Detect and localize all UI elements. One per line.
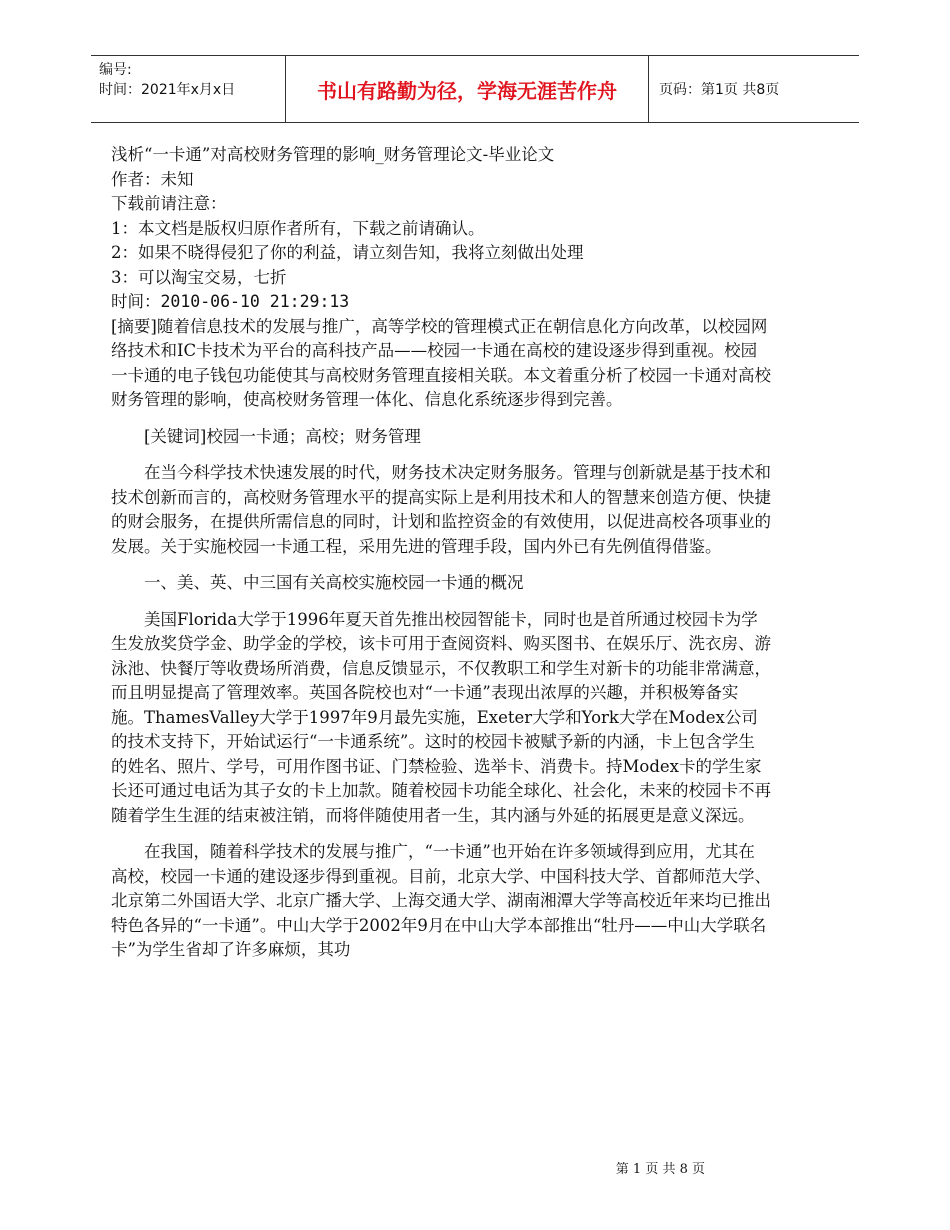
paragraph: 在我国，随着科学技术的发展与推广，“一卡通”也开始在许多领域得到应用，尤其在高校，校园一卡通的建设逐步得到重视。目前，北京大学、中国科技大学、首都师范大学、北京第二外国语大学、北京广播大学、上海交通大学、湖南湘潭大学等高校近年来均已推出特色各异的“一卡通”。中山大学于2002年9月在中山大学本部推出“牡丹——中山大学联名卡”为学生省却了许多麻烦，其功 bbox=[111, 842, 771, 959]
notice-title: 下载前请注意： bbox=[111, 194, 227, 213]
time-label: 时间：2021年x月x日 bbox=[99, 82, 236, 98]
page-footer bbox=[0, 1158, 950, 1177]
notice-item: 3：可以淘宝交易，七折 bbox=[111, 267, 287, 287]
section-heading: 一、美、英、中三国有关高校实施校园一卡通的概况 bbox=[144, 573, 524, 592]
header-motto: 书山有路勤为径，学海无涯苦作舟 bbox=[286, 56, 649, 122]
paragraph: 在当今科学技术快速发展的时代，财务技术决定财务服务。管理与创新就是基于技术和技术创新而言的，高校财务管理水平的提高实际上是利用技术和人的智慧来创造方便、快捷的财会服务，在提供所需信息的同时，计划和监控资金的有效使用，以促进高校各项事业的发展。关于实施校园一卡通工程，采用先进的管理手段，国内外已有先例值得借鉴。 bbox=[111, 463, 771, 556]
notice-item: 1：本文档是版权归原作者所有，下载之前请确认。 bbox=[111, 218, 485, 238]
header-meta bbox=[91, 56, 286, 122]
doc-time: 时间：2010-06-10 21:29:13 bbox=[111, 292, 350, 311]
paragraph: 美国Florida大学于1996年夏天首先推出校园智能卡，同时也是首所通过校园卡为学生发放奖贷学金、助学金的学校，该卡可用于查阅资料、购买图书、在娱乐厅、洗衣房、游泳池、快餐厅等收费场所消费，信息反馈显示，不仅教职工和学生对新卡的功能非常满意，而且明显提高了管理效率。英国各院校也对“一卡通”表现出浓厚的兴趣，并积极筹备实施。ThamesValley大学于1997年9月最先实施，Exeter大学和York大学在Modex公司的技术支持下，开始试运行“一卡通系统”。这时的校园卡被赋予新的内涵，卡上包含学生的姓名、照片、学号，可用作图书证、门禁检验、选举卡、消费卡。持Modex卡的学生家长还可通过电话为其子女的卡上加款。随着校园卡功能全球化、社会化，未来的校园卡不再随着学生生涯的结束被注销，而将伴随使用者一生，其内涵与外延的拓展更是意义深远。 bbox=[111, 609, 771, 825]
notice-item: 2：如果不晓得侵犯了你的利益，请立刻告知，我将立刻做出处理 bbox=[111, 243, 584, 262]
keywords: [关键词]校园一卡通；高校；财务管理 bbox=[144, 426, 421, 446]
doc-author: 作者：未知 bbox=[111, 169, 194, 189]
header-page-info: 页码：第1页 共8页 bbox=[659, 82, 780, 98]
doc-title: 浅析“一卡通”对高校财务管理的影响_财务管理论文-毕业论文 bbox=[111, 145, 555, 164]
abstract: [摘要]随着信息技术的发展与推广，高等学校的管理模式正在朝信息化方向改革，以校园网络技术和IC卡技术为平台的高科技产品——校园一卡通在高校的建设逐步得到重视。校园一卡通的电子钱包功能使其与高校财务管理直接相关联。本文着重分析了校园一卡通对高校财务管理的影响，使高校财务管理一体化、信息化系统逐步得到完善。 bbox=[111, 316, 771, 409]
number-label: 编号: bbox=[99, 62, 132, 78]
document-body bbox=[111, 143, 771, 963]
footer-page-number: 第 1 页 共 8 页 bbox=[615, 1162, 705, 1177]
page-header bbox=[91, 55, 859, 123]
